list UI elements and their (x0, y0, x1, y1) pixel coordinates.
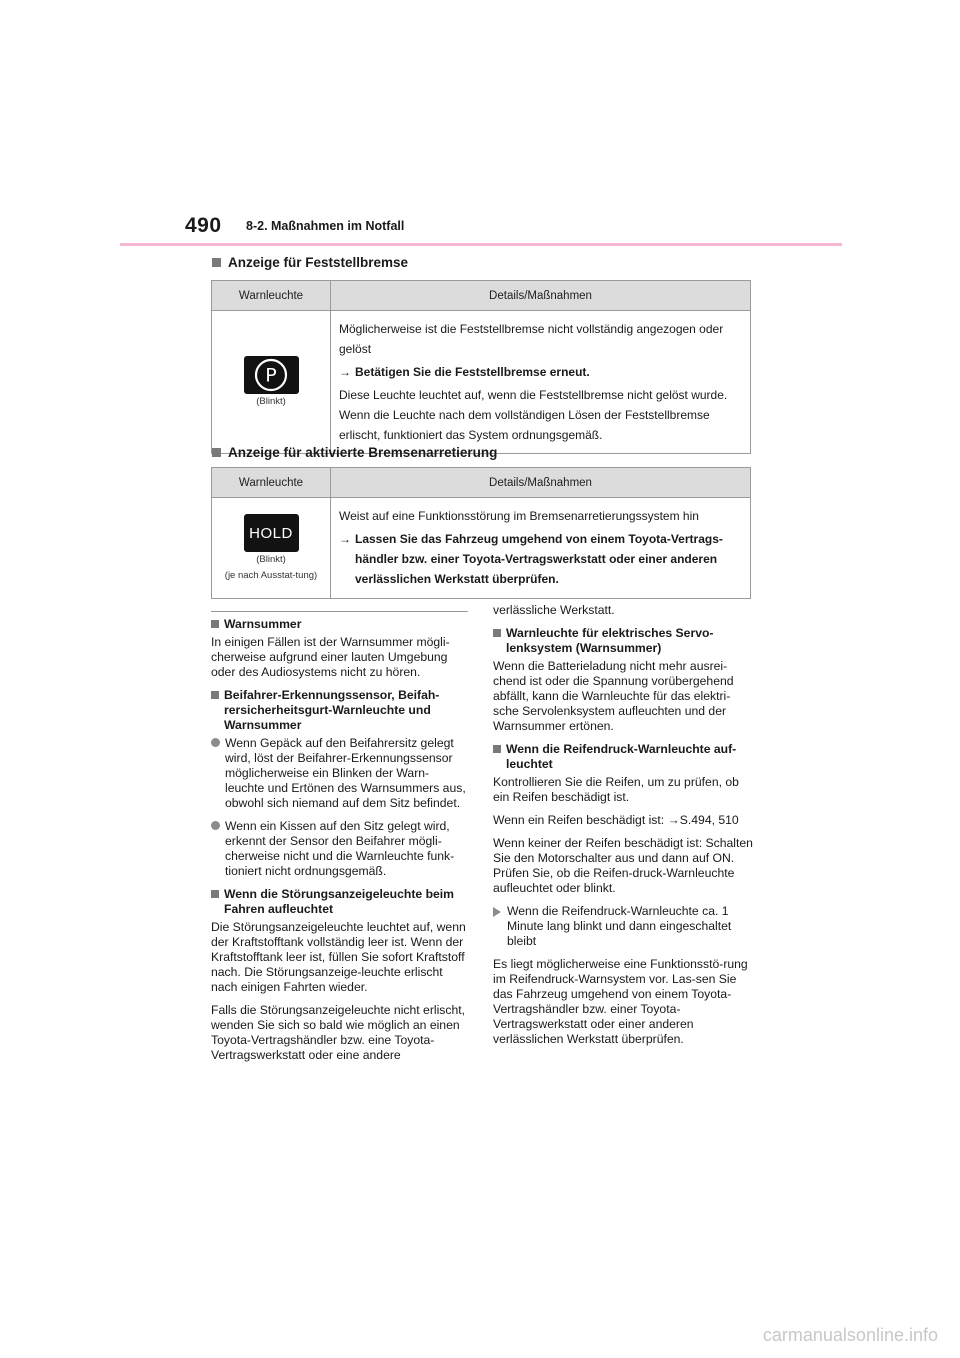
circle-bullet-icon (211, 821, 220, 830)
triangle-bullet-icon (493, 907, 501, 917)
square-bullet-icon (212, 258, 221, 267)
column-header-details: Details/Maßnahmen (331, 468, 751, 498)
section-title-brake-hold (212, 445, 497, 460)
note-paragraph: Falls die Störungsanzeigeleuchte nicht erlischt, wenden Sie sich so bald wie möglich an einen Toyota-Vertragshändler bzw. eine Toyota-Vertragswerkstatt oder eine andere (211, 1003, 466, 1062)
brake-hold-table (211, 467, 751, 599)
note-heading: Warnsummer (211, 617, 468, 632)
warning-icon-cell (212, 498, 331, 599)
hold-icon (244, 514, 299, 552)
square-bullet-icon (211, 620, 219, 628)
blink-note: (Blinkt) (256, 396, 286, 407)
square-bullet-icon (211, 691, 219, 699)
note-paragraph: Kontrollieren Sie die Reifen, um zu prüfen, ob ein Reifen beschädigt ist. (493, 775, 739, 804)
note-paragraph: Wenn keiner der Reifen beschädigt ist: Schalten Sie den Motorschalter aus und dann auf ON. Prüfen Sie, ob die Reifen-druck-Warnleuchte aufleuchtet oder blinkt. (493, 836, 753, 895)
note-paragraph: verlässliche Werkstatt. (493, 603, 615, 617)
note-heading: Beifahrer-Erkennungssensor, Beifah-rersicherheitsgurt-Warnleuchte und Warnsummer (211, 688, 468, 733)
details-cell (331, 498, 751, 599)
warning-icon-cell (212, 311, 331, 454)
circle-bullet-icon (211, 738, 220, 747)
section-title-parking-brake (212, 255, 408, 270)
square-bullet-icon (211, 890, 219, 898)
parking-brake-icon (244, 356, 299, 394)
page-number: 490 (185, 214, 222, 237)
details-cell (331, 311, 751, 454)
column-header-warnleuchte: Warnleuchte (212, 281, 331, 311)
parking-brake-table (211, 280, 751, 454)
action-text: Lassen Sie das Fahrzeug umgehend von einem Toyota-Vertrags-händler bzw. einer Toyota-Vertragswerkstatt oder einer anderen verlässlichen Werkstatt überprüfen. (355, 532, 723, 586)
note-heading: Wenn die Störungsanzeigeleuchte beim Fahren aufleuchtet (211, 887, 468, 917)
hold-icon-text: HOLD (249, 524, 293, 542)
equipment-note: (je nach Ausstat-tung) (224, 570, 318, 581)
notes-left-column (211, 617, 468, 1071)
note-paragraph: Wenn ein Reifen beschädigt ist: →S.494, 510 (493, 813, 739, 827)
notes-right-column (493, 603, 753, 1055)
action-line (339, 529, 744, 589)
action-line (339, 362, 744, 382)
column-header-warnleuchte: Warnleuchte (212, 468, 331, 498)
note-paragraph: Wenn die Batterieladung nicht mehr ausrei-chend ist oder die Spannung vorübergehend abfällt, kann die Warnleuchte für das elektri-sche Servolenksystem aufleuchten und der Warnsummer ertönen. (493, 659, 734, 733)
notes-divider (211, 611, 468, 612)
column-header-details: Details/Maßnahmen (331, 281, 751, 311)
svg-text:P: P (265, 364, 277, 387)
arrow-icon: → (339, 365, 351, 379)
arrow-icon: → (339, 532, 351, 546)
details-line: Möglicherweise ist die Feststellbremse nicht vollständig angezogen oder gelöst (339, 322, 724, 356)
chapter-title: 8-2. Maßnahmen im Notfall (246, 219, 405, 233)
note-paragraph: In einigen Fällen ist der Warnsummer mögli-cherweise aufgrund einer lauten Umgebung oder des Audiosystems nicht zu hören. (211, 635, 450, 679)
bullet-item: Wenn ein Kissen auf den Sitz gelegt wird, erkennt der Sensor den Beifahrer mögli-cherweise nicht und die Warnleuchte funk-tioniert nicht ordnungsgemäß. (211, 819, 468, 879)
blink-note: (Blinkt) (256, 554, 286, 565)
details-line: Diese Leuchte leuchtet auf, wenn die Feststellbremse nicht gelöst wurde. Wenn die Leuchte nach dem vollständigen Lösen der Feststellbremse erlischt, funktioniert das System ordnungsgemäß. (339, 388, 728, 442)
action-text: Betätigen Sie die Feststellbremse erneut. (355, 365, 590, 379)
details-line: Weist auf eine Funktionsstörung im Bremsenarretierungssystem hin (339, 509, 699, 523)
note-paragraph: Es liegt möglicherweise eine Funktionsstö-rung im Reifendruck-Warnsystem vor. Las-sen Sie das Fahrzeug umgehend von einem Toyota-Vertragshändler bzw. einer Toyota-Vertragswerkstatt oder einer anderen verlässlichen Werkstatt überprüfen. (493, 957, 748, 1046)
section-title-text: Anzeige für Feststellbremse (228, 255, 409, 270)
square-bullet-icon (493, 629, 501, 637)
note-heading: Warnleuchte für elektrisches Servo-lenksystem (Warnsummer) (493, 626, 753, 656)
square-bullet-icon (493, 745, 501, 753)
header-divider (120, 243, 842, 246)
watermark: carmanualsonline.info (762, 1325, 938, 1345)
bullet-item: Wenn Gepäck auf den Beifahrersitz gelegt wird, löst der Beifahrer-Erkennungssensor möglicherweise ein Blinken der Warn-leuchte und Ertönen des Warnsummers aus, obwohl sich niemand auf dem Sitz befindet. (211, 736, 468, 811)
note-paragraph: Die Störungsanzeigeleuchte leuchtet auf, wenn der Kraftstofftank vollständig leer ist. Wenn der Kraftstofftank leer ist, füllen Sie sofort Kraftstoff nach. Die Störungsanzeige-leuchte erlischt nach einigen Fahrten wieder. (211, 920, 466, 994)
section-title-text: Anzeige für aktivierte Bremsenarretierung (228, 445, 498, 460)
square-bullet-icon (212, 448, 221, 457)
note-heading: Wenn die Reifendruck-Warnleuchte auf-leuchtet (493, 742, 753, 772)
bullet-item: Wenn die Reifendruck-Warnleuchte ca. 1 Minute lang blinkt und dann eingeschaltet bleibt (493, 904, 753, 949)
